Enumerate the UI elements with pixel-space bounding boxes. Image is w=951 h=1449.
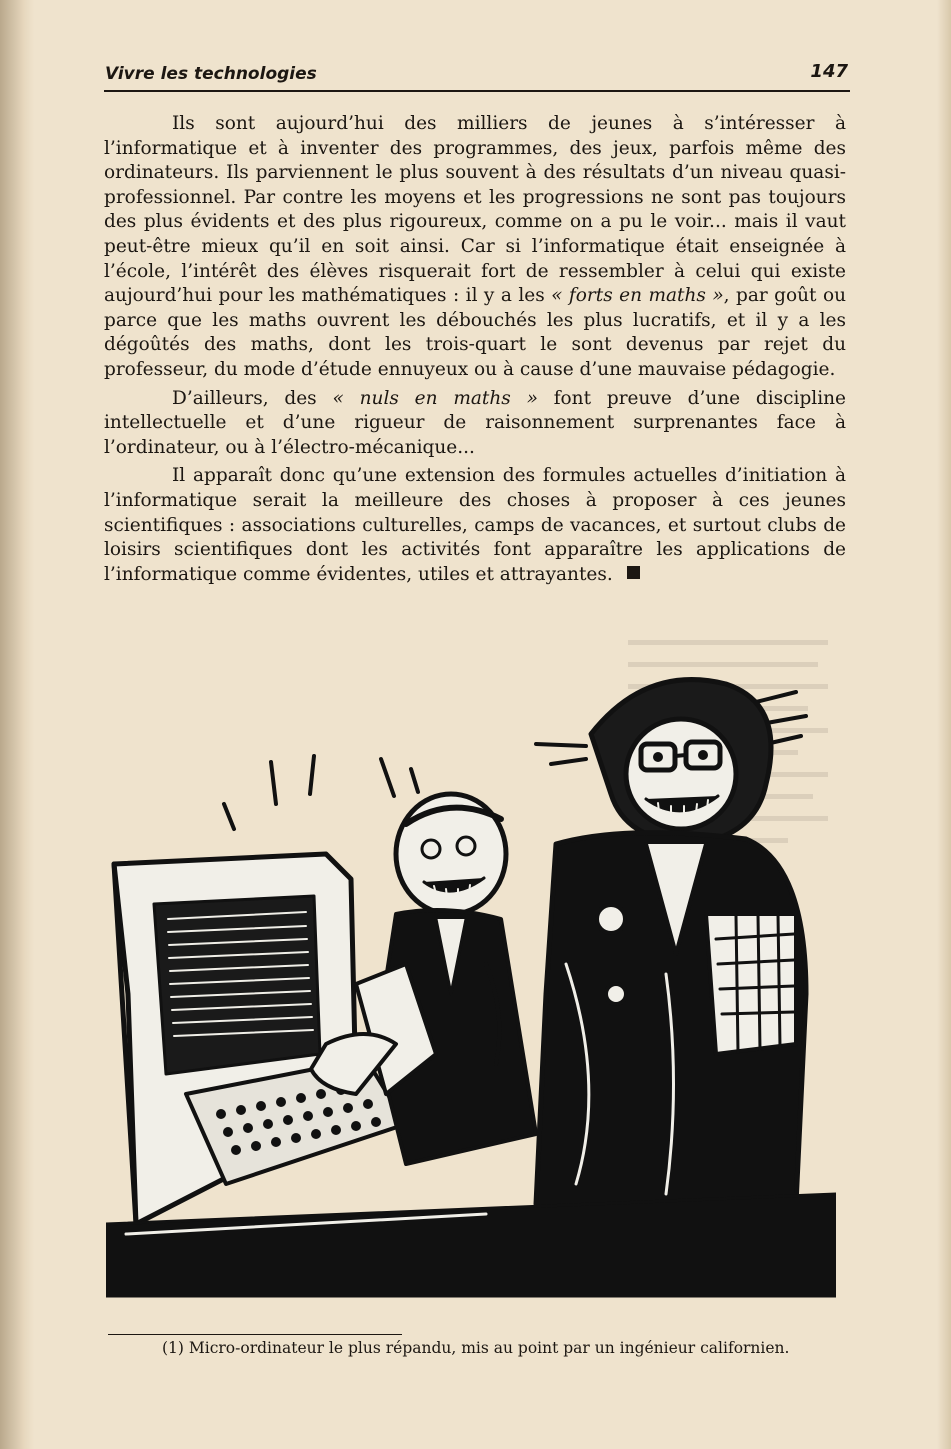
text-run: Ils sont aujourd’hui des milliers de jeunes à s’intéresser à l’informatique et à inventer des programmes, des jeux, parfois même des ordinateurs. Ils parviennent le plus souvent à des résultats d’un niveau quasi-professionnel. Par contre les moyens et les progressions ne sont pas toujours des plus évidents et des plus rigoureux, comme on a pu le voir... mais il vaut peut-être mieux qu’il en soit ainsi. Car si l’informatique était enseignée à l’école, l’intérêt des élèves risquerait fort de ressembler à celui qui existe aujourd’hui pour les mathématiques : il y a les (104, 113, 846, 307)
footnote-rule (108, 1334, 402, 1335)
page-edge (937, 0, 951, 1449)
end-of-article-square-icon (627, 566, 640, 579)
text-run-italic: « nuls en maths » (332, 387, 538, 409)
paragraph-1 (104, 112, 846, 383)
paragraph-3 (104, 464, 846, 587)
paragraph-2 (104, 387, 846, 461)
running-title: Vivre les technologies (105, 64, 317, 84)
page-number: 147 (810, 61, 848, 82)
text-run: D’ailleurs, des (172, 387, 333, 409)
body-text (104, 112, 846, 591)
text-run: Il apparaît donc qu’une extension des formules actuelles d’initiation à l’informatique serait la meilleure des choses à proposer à ces jeunes scientifiques : associations culturelles, camps de vacances, et surtout clubs de loisirs scientifiques dont les activités font apparaître les applications de l’informatique comme évidentes, utiles et attrayantes. (104, 465, 846, 585)
text-run: font preuve d’une discipline intellectuelle et d’une rigueur de raisonnement surprenantes face à l’ordinateur, ou à l’électro-mécanique... (104, 387, 846, 458)
text-run: , par goût ou parce que les maths ouvrent les débouchés les plus lucratifs, et il y a les dégoûtés des maths, dont les trois-quart le sont devenus par rejet du professeur, du mode d’étude ennuyeux ou à cause d’une mauvaise pédagogie. (104, 285, 847, 380)
footnote: (1) Micro-ordinateur le plus répandu, mis au point par un ingénieur californien. (162, 1339, 790, 1357)
page-header (104, 60, 850, 92)
page-gutter-shadow (0, 0, 34, 1449)
cartoon-illustration (106, 664, 836, 1304)
text-run-italic: « forts en maths » (551, 285, 724, 307)
